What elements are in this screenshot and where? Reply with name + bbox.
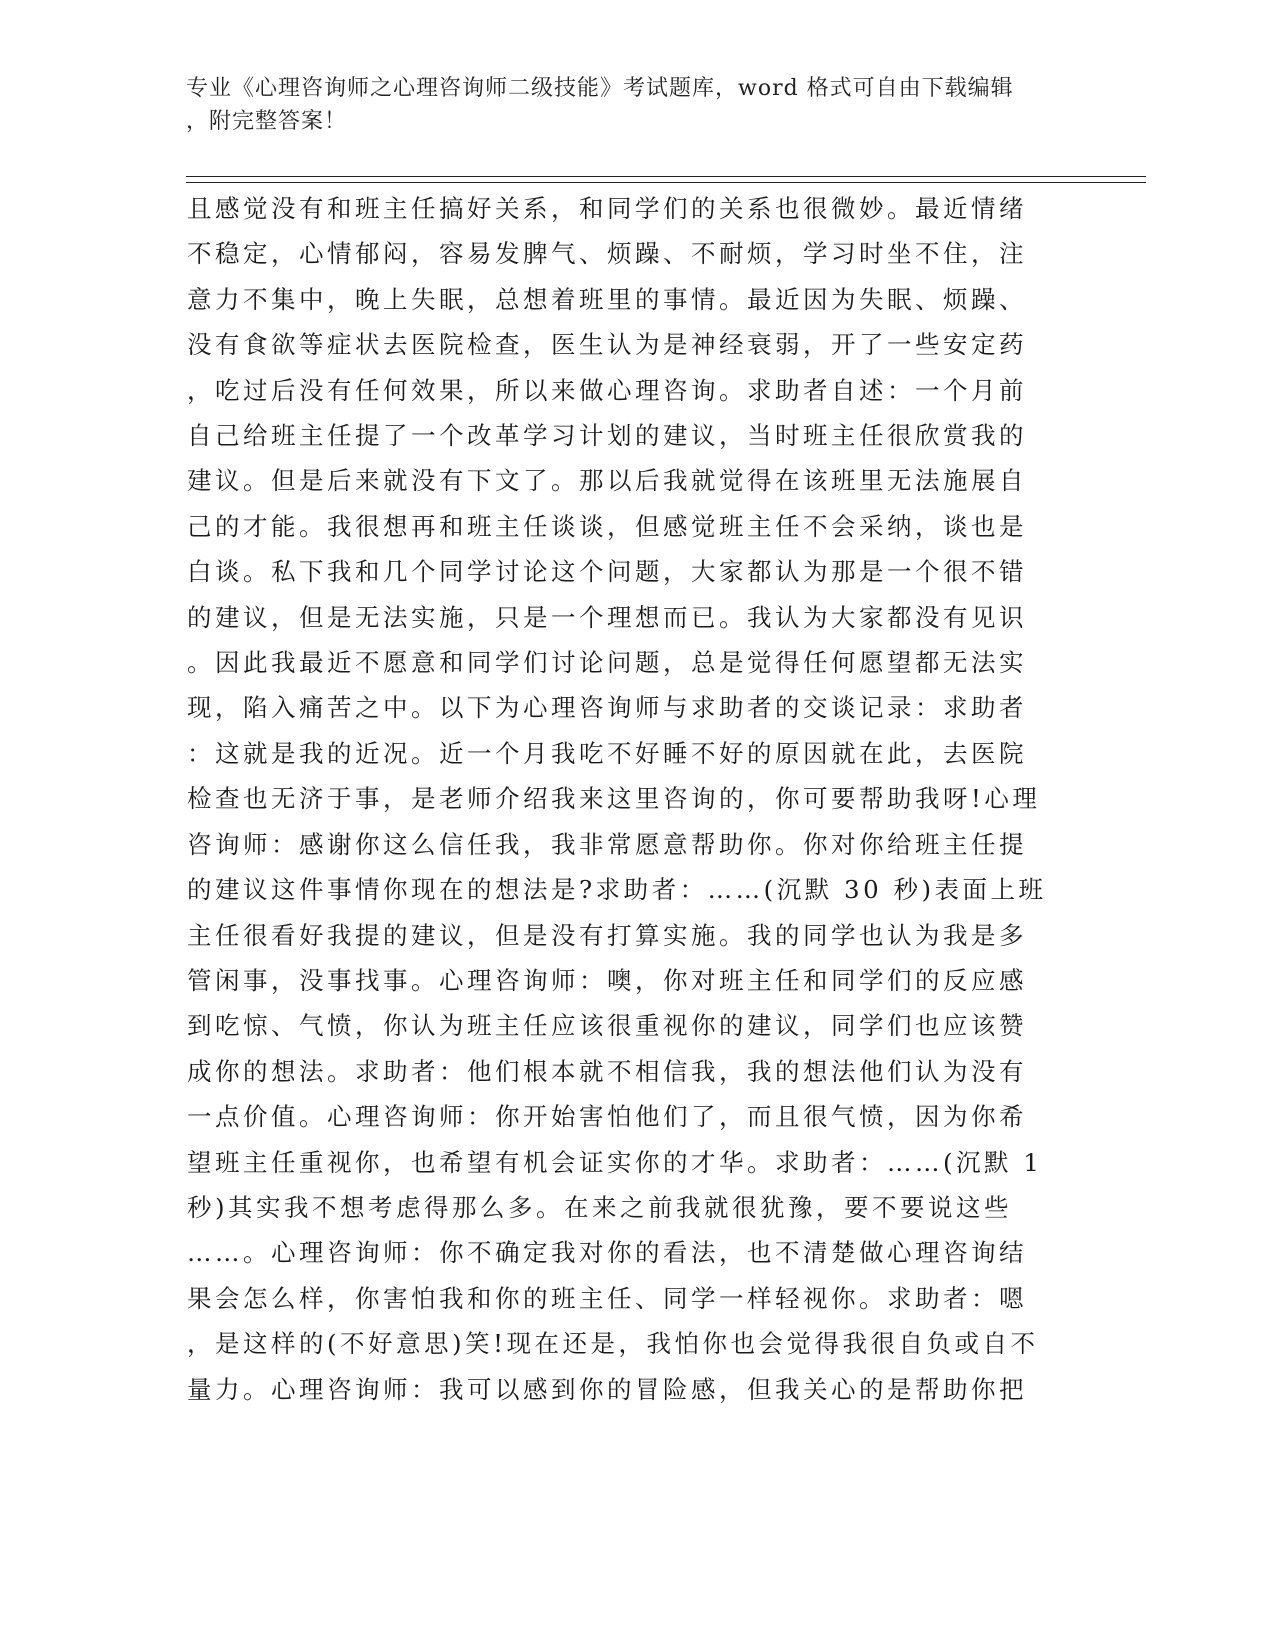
body-line: 己的才能。我很想再和班主任谈谈，但感觉班主任不会采纳，谈也是 [187, 511, 1027, 541]
body-line: 现，陷入痛苦之中。以下为心理咨询师与求助者的交谈记录：求助者 [187, 693, 1027, 723]
body-line: 不稳定，心情郁闷，容易发脾气、烦躁、不耐烦，学习时坐不住，注 [187, 239, 1027, 269]
header-line-2: ，附完整答案！ [186, 109, 348, 134]
body-line: 量力。心理咨询师：我可以感到你的冒险感，但我关心的是帮助你把 [187, 1374, 1027, 1404]
body-line: ：这就是我的近况。近一个月我吃不好睡不好的原因就在此，去医院 [187, 738, 1027, 768]
body-line: 意力不集中，晚上失眠，总想着班里的事情。最近因为失眠、烦躁、 [187, 284, 1027, 314]
body-line: 且感觉没有和班主任搞好关系，和同学们的关系也很微妙。最近情绪 [187, 194, 1027, 223]
body-line: 果会怎么样，你害怕我和你的班主任、同学一样轻视你。求助者：嗯 [187, 1283, 1027, 1313]
body-line: 主任很看好我提的建议，但是没有打算实施。我的同学也认为我是多 [187, 920, 1027, 950]
body-line: 的建议这件事情你现在的想法是?求助者：……(沉默 30 秒)表面上班 [187, 875, 1047, 905]
body-text [187, 186, 1067, 1412]
body-line: 秒)其实我不想考虑得那么多。在来之前我就很犹豫，要不要说这些 [187, 1192, 1013, 1222]
body-line: 管闲事，没事找事。心理咨询师：噢，你对班主任和同学们的反应感 [187, 965, 1027, 995]
body-line: 咨询师：感谢你这么信任我，我非常愿意帮助你。你对你给班主任提 [187, 829, 1027, 859]
body-line: 没有食欲等症状去医院检查，医生认为是神经衰弱，开了一些安定药 [187, 330, 1027, 360]
body-line: ，是这样的(不好意思)笑!现在还是，我怕你也会觉得我很自负或自不 [187, 1329, 1039, 1359]
body-line: 望班主任重视你，也希望有机会证实你的才华。求助者：……(沉默 1 [187, 1147, 1043, 1177]
page-header [186, 72, 1066, 138]
body-line: 白谈。私下我和几个同学讨论这个问题，大家都认为那是一个很不错 [187, 557, 1027, 587]
header-line-1: 专业《心理咨询师之心理咨询师二级技能》考试题库，word 格式可自由下载编辑 [186, 76, 1014, 101]
body-line: 一点价值。心理咨询师：你开始害怕他们了，而且很气愤，因为你希 [187, 1102, 1027, 1132]
header-divider-top [186, 176, 1146, 177]
body-line: ，吃过后没有任何效果，所以来做心理咨询。求助者自述：一个月前 [187, 375, 1027, 405]
body-line: 建议。但是后来就没有下文了。那以后我就觉得在该班里无法施展自 [187, 466, 1027, 496]
header-divider-bottom [186, 182, 1146, 183]
body-line: ……。心理咨询师：你不确定我对你的看法，也不清楚做心理咨询结 [187, 1238, 1027, 1268]
body-line: 。因此我最近不愿意和同学们讨论问题，总是觉得任何愿望都无法实 [187, 648, 1027, 678]
body-line: 自己给班主任提了一个改革学习计划的建议，当时班主任很欣赏我的 [187, 421, 1027, 451]
body-line: 成你的想法。求助者：他们根本就不相信我，我的想法他们认为没有 [187, 1056, 1027, 1086]
body-line: 的建议，但是无法实施，只是一个理想而已。我认为大家都没有见识 [187, 602, 1027, 632]
body-line: 到吃惊、气愤，你认为班主任应该很重视你的建议，同学们也应该赞 [187, 1011, 1027, 1041]
body-line: 检查也无济于事，是老师介绍我来这里咨询的，你可要帮助我呀!心理 [187, 784, 1041, 814]
